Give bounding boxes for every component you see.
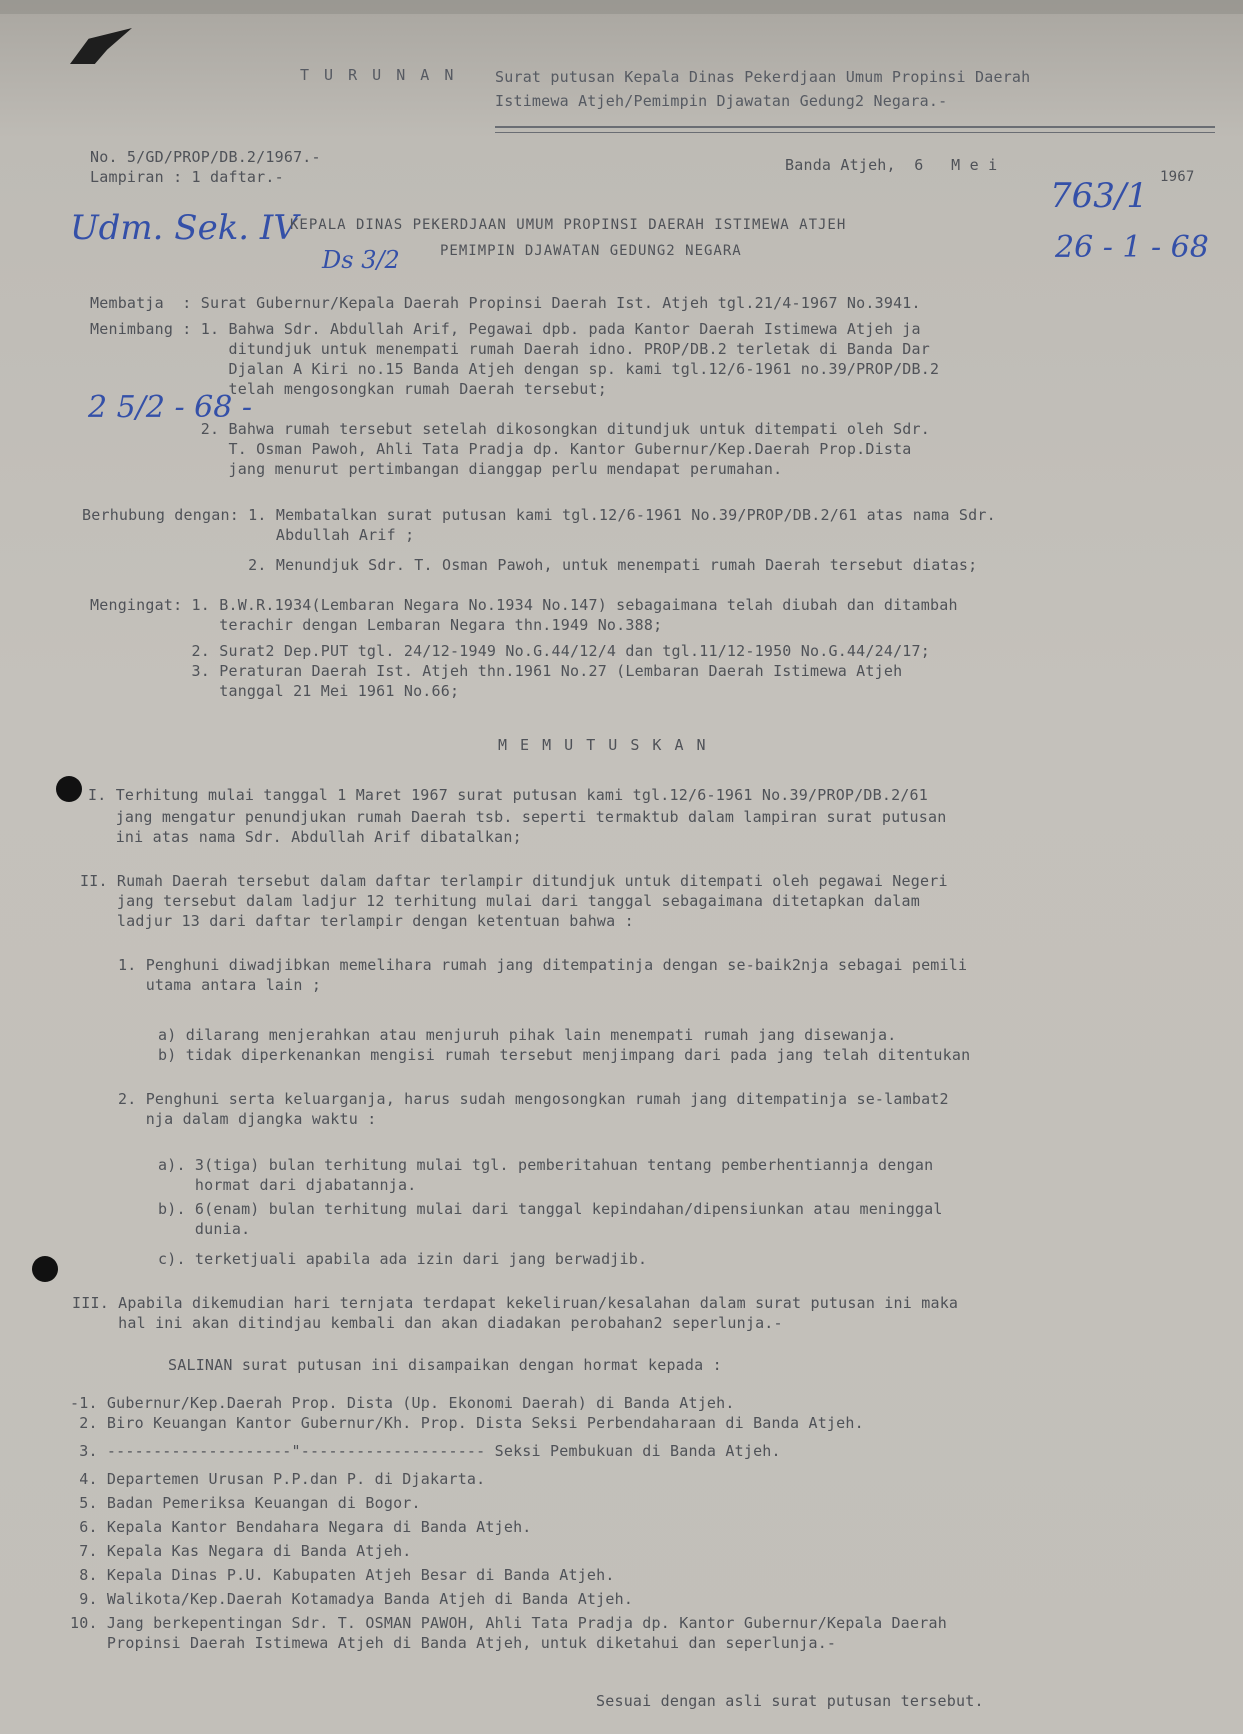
punch-hole [32, 1256, 58, 1282]
menimbang-line: Menimbang : 1. Bahwa Sdr. Abdullah Arif, Pegawai dpb. pada Kantor Daerah Istimewa Atjeh ja [90, 320, 921, 338]
closing-statement: Sesuai dengan asli surat putusan tersebut. [596, 1692, 984, 1710]
heading-underline [495, 126, 1215, 128]
handwritten-udm-note: Udm. Sek. IV [70, 208, 298, 248]
decision-I-line: jang mengatur penundjukan rumah Daerah tsb. seperti termaktub dalam lampiran surat putusan [88, 808, 947, 826]
title-line-1: KEPALA DINAS PEKERDJAAN UMUM PROPINSI DAERAH ISTIMEWA ATJEH [290, 217, 847, 233]
decision-II-line: ladjur 13 dari daftar terlampir dengan ketentuan bahwa : [80, 912, 634, 930]
decision-II-2-line: 2. Penghuni serta keluarganja, harus sudah mengosongkan rumah jang ditempatinja se-lambat2 [118, 1090, 949, 1108]
mengingat-line: terachir dengan Lembaran Negara thn.1949 No.388; [90, 616, 663, 634]
handwritten-number: 763/1 [1050, 176, 1148, 216]
decision-II-2-b: b). 6(enam) bulan terhitung mulai dari tanggal kepindahan/dipensiunkan atau meninggal [158, 1200, 943, 1218]
decision-I-line: I. Terhitung mulai tanggal 1 Maret 1967 surat putusan kami tgl.12/6-1961 No.39/PROP/DB.2/61 [88, 786, 928, 804]
salinan-intro: SALINAN surat putusan ini disampaikan dengan hormat kepada : [168, 1356, 722, 1374]
memutuskan-heading: M E M U T U S K A N [498, 736, 708, 754]
decision-II-2-b-cont: dunia. [158, 1220, 251, 1238]
salinan-item: 3. --------------------"-------------------- Seksi Pembukuan di Banda Atjeh. [70, 1442, 781, 1460]
decision-II-2-a-cont: hormat dari djabatannja. [158, 1176, 417, 1194]
salinan-item: 5. Badan Pemeriksa Keuangan di Bogor. [70, 1494, 421, 1512]
salinan-item: 9. Walikota/Kep.Daerah Kotamadya Banda Atjeh di Banda Atjeh. [70, 1590, 634, 1608]
salinan-item: 8. Kepala Dinas P.U. Kabupaten Atjeh Besar di Banda Atjeh. [70, 1566, 615, 1584]
place-date: Banda Atjeh, 6 M e i [785, 156, 998, 174]
decision-II-line: jang tersebut dalam ladjur 12 terhitung mulai dari tanggal sebagaimana ditetapkan dalam [80, 892, 920, 910]
salinan-item: -1. Gubernur/Kep.Daerah Prop. Dista (Up. Ekonomi Daerah) di Banda Atjeh. [70, 1394, 735, 1412]
berhubung-line: Berhubung dengan: 1. Membatalkan surat putusan kami tgl.12/6-1961 No.39/PROP/DB.2/61 atas nama Sdr. [82, 506, 996, 524]
decision-II-2-line: nja dalam djangka waktu : [118, 1110, 377, 1128]
torn-corner [70, 28, 132, 64]
mengingat-line: 2. Surat2 Dep.PUT tgl. 24/12-1949 No.G.44/12/4 dan tgl.11/12-1950 No.G.44/24/17; [90, 642, 930, 660]
menimbang-line: telah mengosongkan rumah Daerah tersebut; [90, 380, 607, 398]
menimbang-line: jang menurut pertimbangan dianggap perlu mendapat perumahan. [90, 460, 783, 478]
decision-II-2-a: a). 3(tiga) bulan terhitung mulai tgl. pemberitahuan tentang pemberhentiannja dengan [158, 1156, 934, 1174]
menimbang-line: ditundjuk untuk menempati rumah Daerah idno. PROP/DB.2 terletak di Banda Dar [90, 340, 930, 358]
salinan-item: 2. Biro Keuangan Kantor Gubernur/Kh. Prop. Dista Seksi Perbendaharaan di Banda Atjeh. [70, 1414, 864, 1432]
title-line-2: PEMIMPIN DJAWATAN GEDUNG2 NEGARA [440, 243, 742, 259]
salinan-item: 10. Jang berkepentingan Sdr. T. OSMAN PAWOH, Ahli Tata Pradja dp. Kantor Gubernur/Kepala Daerah [70, 1614, 947, 1632]
handwritten-date: 26 - 1 - 68 [1055, 230, 1209, 265]
year: 1967 [1160, 169, 1195, 185]
menimbang-line: T. Osman Pawoh, Ahli Tata Pradja dp. Kantor Gubernur/Kep.Daerah Prop.Dista [90, 440, 912, 458]
mengingat-line: tanggal 21 Mei 1961 No.66; [90, 682, 460, 700]
heading-line-1: Surat putusan Kepala Dinas Pekerdjaan Umum Propinsi Daerah [495, 68, 1031, 86]
menimbang-line: Djalan A Kiri no.15 Banda Atjeh dengan sp. kami tgl.12/6-1961 no.39/PROP/DB.2 [90, 360, 940, 378]
berhubung-line: 2. Menundjuk Sdr. T. Osman Pawoh, untuk menempati rumah Daerah tersebut diatas; [82, 556, 978, 574]
salinan-item: 4. Departemen Urusan P.P.dan P. di Djakarta. [70, 1470, 486, 1488]
decision-II-line: II. Rumah Daerah tersebut dalam daftar terlampir ditundjuk untuk ditempati oleh pegawai Negeri [80, 872, 948, 890]
decision-II-1-b: b) tidak diperkenankan mengisi rumah tersebut menjimpang dari pada jang telah ditentukan [158, 1046, 971, 1064]
document-number: No. 5/GD/PROP/DB.2/1967.- [90, 148, 321, 166]
decision-II-1-a: a) dilarang menjerahkan atau menjuruh pihak lain menempati rumah jang disewanja. [158, 1026, 897, 1044]
salinan-item: 7. Kepala Kas Negara di Banda Atjeh. [70, 1542, 412, 1560]
decision-III-line: III. Apabila dikemudian hari ternjata terdapat kekeliruan/kesalahan dalam surat putusan ini maka [72, 1294, 959, 1312]
mengingat-line: Mengingat: 1. B.W.R.1934(Lembaran Negara No.1934 No.147) sebagaimana telah diubah dan ditambah [90, 596, 958, 614]
turunan-label: T U R U N A N [300, 66, 457, 84]
salinan-item: 6. Kepala Kantor Bendahara Negara di Banda Atjeh. [70, 1518, 532, 1536]
handwritten-margin-note: 2 5/2 - 68 - [88, 390, 252, 425]
handwritten-ds-note: Ds 3/2 [322, 246, 400, 274]
heading-underline-2 [495, 132, 1215, 133]
salinan-item: Propinsi Daerah Istimewa Atjeh di Banda Atjeh, untuk diketahui dan seperlunja.- [70, 1634, 837, 1652]
heading-line-2: Istimewa Atjeh/Pemimpin Djawatan Gedung2 Negara.- [495, 92, 948, 110]
decision-I-line: ini atas nama Sdr. Abdullah Arif dibatalkan; [88, 828, 522, 846]
membatja: Membatja : Surat Gubernur/Kepala Daerah Propinsi Daerah Ist. Atjeh tgl.21/4-1967 No.3941. [90, 294, 921, 312]
decision-II-1-line: utama antara lain ; [118, 976, 322, 994]
punch-hole [56, 776, 82, 802]
berhubung-line: Abdullah Arif ; [82, 526, 415, 544]
decision-II-1-line: 1. Penghuni diwadjibkan memelihara rumah jang ditempatinja dengan se-baik2nja sebagai pemili [118, 956, 968, 974]
paper-top-edge [0, 0, 1243, 14]
menimbang-line: 2. Bahwa rumah tersebut setelah dikosongkan ditundjuk untuk ditempati oleh Sdr. [90, 420, 930, 438]
decision-II-2-c: c). terketjuali apabila ada izin dari jang berwadjib. [158, 1250, 648, 1268]
lampiran: Lampiran : 1 daftar.- [90, 168, 284, 186]
mengingat-line: 3. Peraturan Daerah Ist. Atjeh thn.1961 No.27 (Lembaran Daerah Istimewa Atjeh [90, 662, 903, 680]
decision-III-line: hal ini akan ditindjau kembali dan akan diadakan perobahan2 seperlunja.- [72, 1314, 783, 1332]
